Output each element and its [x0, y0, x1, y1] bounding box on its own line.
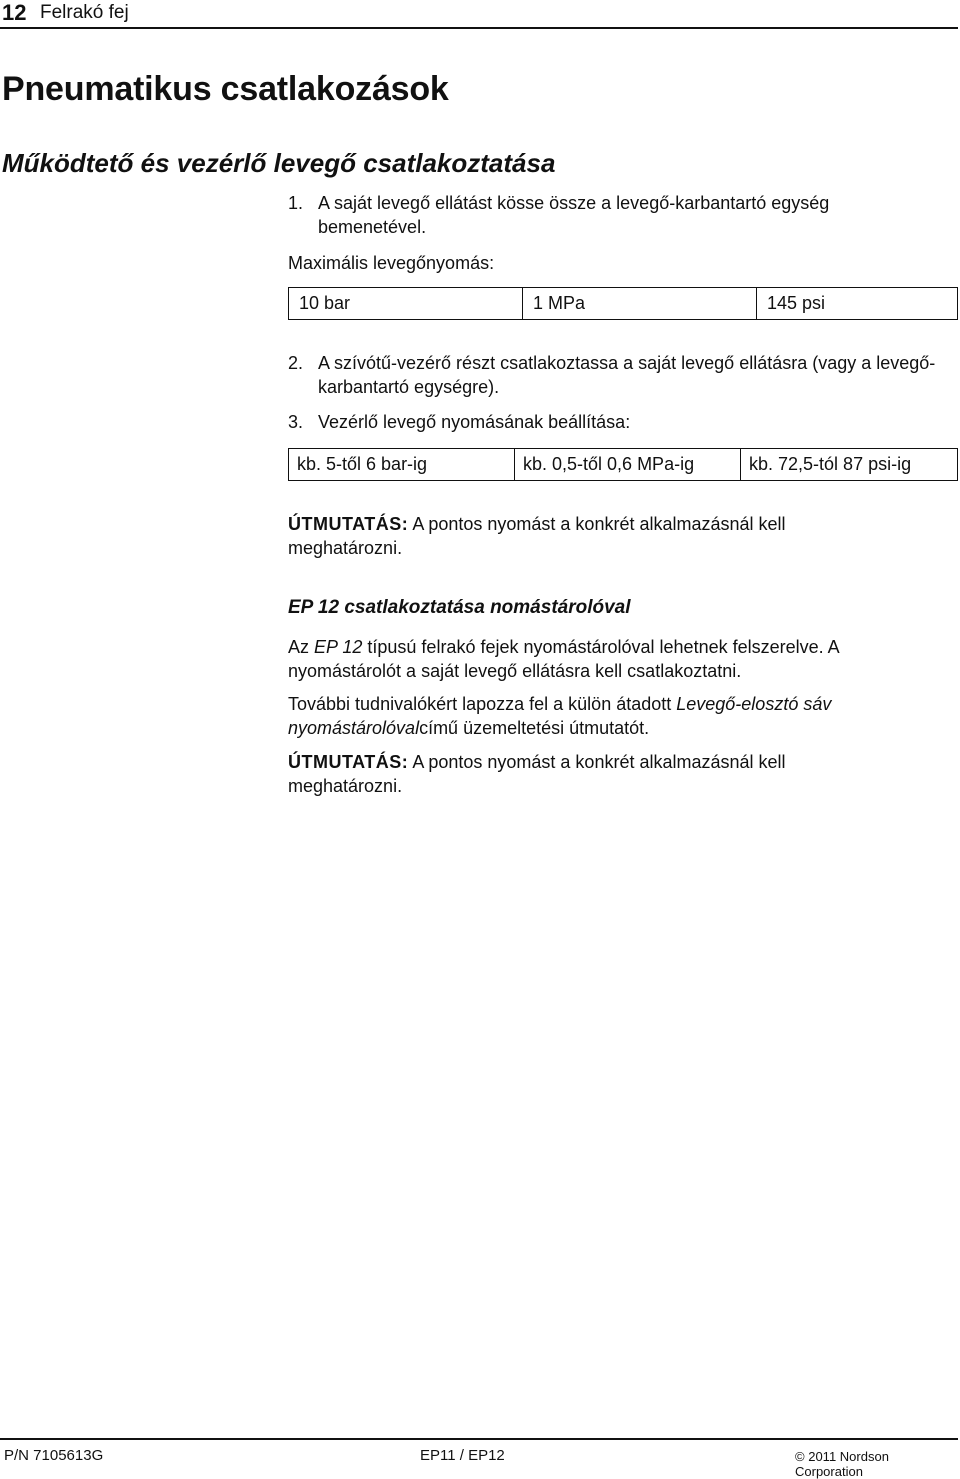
model-label: EP11 / EP12 [420, 1447, 505, 1464]
page-title: Pneumatikus csatlakozások [2, 70, 449, 108]
table-cell: kb. 72,5-tól 87 psi-ig [741, 449, 958, 481]
part-number: P/N 7105613G [4, 1447, 104, 1464]
table-cell: 1 MPa [523, 288, 757, 320]
section-heading: EP 12 csatlakoztatása nomástárolóval [288, 597, 631, 618]
max-pressure-table [288, 287, 958, 320]
step-text: A szívótű-vezérő részt csatlakoztassa a saját levegő ellátásra (vagy a levegő-karbantartó egységre). [318, 353, 936, 397]
page-number: 12 [2, 0, 27, 25]
step-number: 1. [288, 193, 304, 213]
manual-title: Levegő-elosztó sáv nyomástárolóval [288, 694, 832, 738]
paragraph-text: További tudnivalókért lapozza fel a külön átadott [288, 694, 677, 714]
paragraph-text: típusú felrakó fejek nyomástárolóval lehetnek felszerelve. A nyomástárolót a saját levegő ellátásra kell csatlakoztatni. [288, 637, 839, 681]
model-name: EP 12 [314, 637, 363, 657]
max-pressure-label: Maximális levegőnyomás: [288, 253, 495, 273]
note-label: ÚTMUTATÁS: [288, 752, 409, 772]
header-rule [0, 27, 958, 29]
table-row [289, 288, 958, 320]
paragraph-text: Az [288, 637, 315, 657]
table-cell: 145 psi [757, 288, 958, 320]
paragraph [288, 692, 908, 740]
control-pressure-table [288, 448, 958, 481]
note-text: A pontos nyomást a konkrét alkalmazásnál kell meghatározni. [288, 752, 786, 796]
page-subtitle: Működtető és vezérlő levegő csatlakoztatása [2, 148, 556, 178]
footer-rule [0, 1438, 958, 1440]
step-2 [288, 351, 938, 399]
step-1 [288, 191, 918, 239]
step-number: 2. [288, 353, 304, 373]
table-row [289, 449, 958, 481]
step-3 [288, 410, 938, 434]
table-cell: kb. 5-től 6 bar-ig [289, 449, 515, 481]
section-title: Felrakó fej [40, 2, 129, 23]
step-text: A saját levegő ellátást kösse össze a levegő-karbantartó egység bemenetével. [318, 193, 830, 237]
paragraph-text: című üzemeltetési útmutatót. [419, 718, 650, 738]
copyright-symbol: © [795, 1449, 805, 1464]
paragraph [288, 635, 908, 683]
step-text: Vezérlő levegő nyomásának beállítása: [318, 412, 631, 432]
table-cell: kb. 0,5-től 0,6 MPa-ig [515, 449, 741, 481]
note-1 [288, 512, 888, 560]
copyright-text: 2011 Nordson Corporation [795, 1449, 889, 1479]
note-text: A pontos nyomást a konkrét alkalmazásnál kell meghatározni. [288, 514, 786, 558]
note-2 [288, 750, 888, 798]
copyright [795, 1449, 960, 1479]
note-label: ÚTMUTATÁS: [288, 514, 409, 534]
step-number: 3. [288, 412, 304, 432]
table-cell: 10 bar [289, 288, 523, 320]
